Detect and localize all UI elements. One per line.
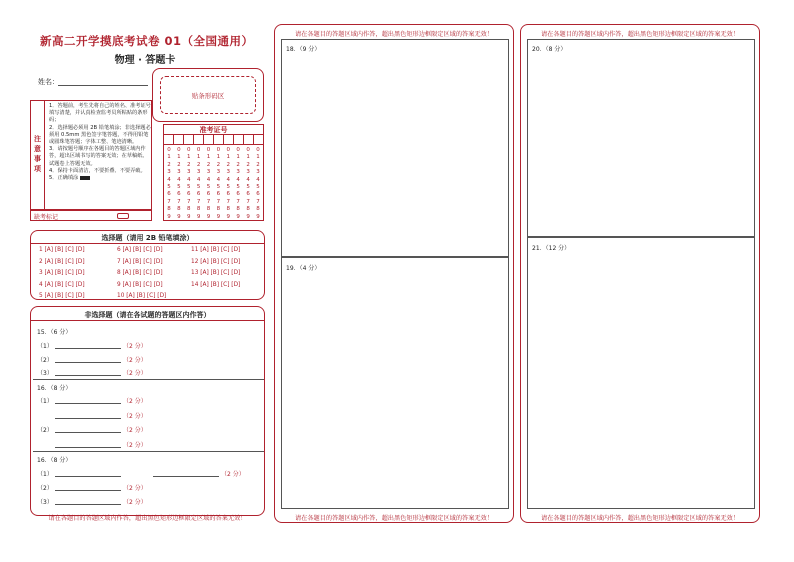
choice-item[interactable]: 2 [A] [B] [C] [D]	[39, 258, 85, 265]
admission-digit[interactable]: 7	[177, 198, 181, 205]
answer-area-18[interactable]	[281, 39, 509, 257]
admission-digit[interactable]: 5	[196, 184, 201, 191]
points-label: （2 分）	[123, 398, 147, 405]
warning-mid-bottom: 请在各题目的答题区域内作答，超出黑色矩形边框限定区域的答案无效！	[295, 515, 493, 522]
points-label: （2 分）	[221, 471, 245, 478]
admission-write-cells[interactable]	[164, 135, 263, 145]
choice-item[interactable]: 12 [A] [B] [C] [D]	[191, 258, 241, 265]
q20-label: 20．（8 分）	[532, 46, 567, 53]
admission-digit[interactable]: 0	[196, 147, 201, 153]
admission-digit[interactable]: 0	[246, 147, 250, 153]
admission-digit[interactable]: 3	[216, 169, 221, 176]
points-label: （2 分）	[123, 357, 147, 364]
admission-digit-column[interactable]	[197, 147, 201, 221]
admission-digit[interactable]: 9	[246, 213, 250, 220]
admission-digit[interactable]: 3	[177, 169, 181, 176]
admission-digit[interactable]: 6	[167, 191, 171, 198]
admission-digit[interactable]: 8	[246, 206, 250, 213]
admission-digit[interactable]: 9	[226, 213, 231, 220]
admission-digit[interactable]: 1	[206, 154, 211, 161]
choice-item[interactable]: 11 [A] [B] [C] [D]	[191, 247, 241, 253]
admission-digit[interactable]: 8	[167, 206, 171, 213]
admission-digit-columns[interactable]	[164, 147, 263, 221]
q18-label: 18．（9 分）	[286, 46, 321, 53]
admission-digit[interactable]: 2	[196, 161, 201, 168]
q15-label: 15．（6 分）	[37, 329, 72, 336]
admission-digit[interactable]: 1	[196, 154, 201, 161]
admission-digit[interactable]: 3	[236, 169, 240, 176]
part-label: （1）	[37, 398, 53, 405]
answer-line[interactable]	[153, 476, 219, 477]
admission-digit[interactable]: 0	[226, 147, 231, 153]
admission-digit[interactable]: 1	[246, 154, 250, 161]
admission-digit[interactable]: 6	[186, 191, 191, 198]
choice-section	[30, 230, 265, 300]
answer-line[interactable]	[55, 447, 121, 448]
admission-digit[interactable]: 1	[167, 154, 171, 161]
answer-area-19[interactable]	[281, 257, 509, 509]
notes-list	[49, 103, 151, 182]
admission-digit[interactable]: 9	[167, 213, 171, 220]
admission-digit-column[interactable]	[177, 147, 181, 221]
choice-item[interactable]: 7 [A] [B] [C] [D]	[117, 258, 163, 265]
answer-line[interactable]	[55, 476, 121, 477]
choice-title: 选择题（请用 2B 铅笔填涂）	[101, 234, 194, 242]
admission-digit[interactable]: 5	[206, 184, 211, 191]
admission-digit[interactable]: 4	[186, 176, 191, 183]
answer-line[interactable]	[55, 504, 121, 505]
admission-digit[interactable]: 0	[177, 147, 181, 153]
answer-line[interactable]	[55, 490, 121, 491]
admission-digit[interactable]: 8	[256, 206, 260, 213]
choice-item[interactable]: 6 [A] [B] [C] [D]	[117, 247, 163, 253]
admission-digit[interactable]: 5	[177, 184, 181, 191]
choice-item[interactable]	[191, 291, 240, 303]
admission-digit[interactable]: 4	[246, 176, 250, 183]
admission-digit[interactable]: 3	[256, 169, 260, 176]
admission-digit[interactable]: 7	[186, 198, 191, 205]
admission-digit[interactable]: 8	[196, 206, 201, 213]
q17-label: 16．（8 分）	[37, 457, 72, 464]
middle-panel	[274, 24, 514, 523]
admission-digit[interactable]: 0	[167, 147, 171, 153]
admission-digit[interactable]: 8	[236, 206, 240, 213]
admission-digit[interactable]: 2	[186, 161, 191, 168]
admission-digit[interactable]: 3	[196, 169, 201, 176]
missing-mark-box[interactable]	[117, 213, 129, 219]
part-label: （2）	[37, 427, 53, 434]
admission-digit-column[interactable]	[246, 147, 250, 221]
admission-digit[interactable]: 2	[206, 161, 211, 168]
admission-digit-column[interactable]	[187, 147, 191, 221]
admission-digit[interactable]: 5	[246, 184, 250, 191]
admission-digit-column[interactable]	[236, 147, 240, 221]
admission-digit[interactable]: 2	[236, 161, 240, 168]
admission-digit[interactable]: 7	[167, 198, 171, 205]
note-item: 4．保持卡面清洁，不要折叠、不要弄破。	[49, 167, 146, 174]
admission-digit[interactable]: 4	[206, 176, 211, 183]
part-label: （3）	[37, 499, 53, 506]
admission-digit[interactable]: 7	[256, 198, 260, 205]
admission-digit[interactable]: 3	[186, 169, 191, 176]
filled-mark-icon	[80, 176, 90, 180]
answer-line[interactable]	[55, 403, 121, 404]
notes-box	[30, 100, 152, 210]
admission-digit[interactable]: 5	[216, 184, 221, 191]
warning-left: 请在各题目的答题区域内作答，超出黑色矩形边框限定区域的答案无效！	[48, 515, 247, 522]
admission-digit[interactable]: 8	[226, 206, 231, 213]
choice-col-3[interactable]	[191, 245, 240, 303]
part-label: （1）	[37, 343, 53, 350]
admission-digit[interactable]: 6	[226, 191, 231, 198]
points-label: （2 分）	[123, 499, 147, 506]
admission-digit[interactable]: 5	[167, 184, 171, 191]
admission-digit[interactable]: 5	[256, 184, 260, 191]
admission-digit[interactable]: 2	[177, 161, 181, 168]
admission-digit[interactable]: 7	[226, 198, 231, 205]
admission-digit[interactable]: 6	[236, 191, 240, 198]
admission-digit[interactable]: 1	[236, 154, 240, 161]
admission-digit-column[interactable]	[167, 147, 171, 221]
admission-digit[interactable]: 1	[216, 154, 221, 161]
admission-digit[interactable]: 3	[226, 169, 231, 176]
admission-digit-column[interactable]	[217, 147, 221, 221]
admission-digit[interactable]: 6	[177, 191, 181, 198]
admission-digit[interactable]: 4	[196, 176, 201, 183]
admission-digit[interactable]: 4	[236, 176, 240, 183]
admission-digit[interactable]: 8	[206, 206, 211, 213]
admission-digit[interactable]: 6	[216, 191, 221, 198]
admission-digit[interactable]: 5	[186, 184, 191, 191]
barcode-area: 贴条形码区	[160, 76, 256, 114]
admission-digit[interactable]: 8	[186, 206, 191, 213]
admission-digit-column[interactable]	[207, 147, 211, 221]
admission-digit[interactable]: 7	[206, 198, 211, 205]
right-panel	[520, 24, 760, 523]
answer-line[interactable]	[55, 348, 121, 349]
admission-digit[interactable]: 9	[216, 213, 221, 220]
choice-item[interactable]: 4 [A] [B] [C] [D]	[39, 281, 85, 288]
answer-area-21[interactable]	[527, 237, 755, 509]
choice-col-1[interactable]	[39, 245, 85, 303]
admission-digit[interactable]: 8	[216, 206, 221, 213]
choice-item[interactable]: 13 [A] [B] [C] [D]	[191, 270, 241, 276]
missing-mark-label: 缺考标记	[34, 214, 59, 221]
points-label: （2 分）	[123, 343, 147, 350]
admission-digit[interactable]: 2	[216, 161, 221, 168]
choice-item[interactable]: 14 [A] [B] [C] [D]	[191, 281, 241, 288]
name-label: 姓名：	[38, 78, 59, 86]
admission-digit[interactable]: 9	[206, 213, 211, 220]
answer-line[interactable]	[55, 418, 121, 419]
admission-digit-column[interactable]	[227, 147, 231, 221]
admission-digit[interactable]: 3	[167, 169, 171, 176]
admission-digit[interactable]: 8	[177, 206, 181, 213]
admission-digit[interactable]: 7	[246, 198, 250, 205]
q16-label: 16．（8 分）	[37, 385, 72, 392]
choice-item[interactable]: 8 [A] [B] [C] [D]	[117, 270, 163, 276]
q19-label: 19．（4 分）	[286, 265, 321, 272]
warning-right-bottom: 请在各题目的答题区域内作答，超出黑色矩形边框限定区域的答案无效！	[541, 515, 739, 522]
note-item: 2．选择题必须用 2B 铅笔填涂；非选择题必须用 0.5mm 黑色签字笔答题，不得用铅笔或圆珠笔答题；字体工整、笔迹清晰。	[49, 124, 151, 146]
admission-digit[interactable]: 4	[167, 176, 171, 183]
missing-mark-row	[30, 210, 152, 221]
answer-line[interactable]	[55, 432, 121, 433]
choice-item[interactable]: 1 [A] [B] [C] [D]	[39, 247, 85, 253]
admission-digit[interactable]: 0	[236, 147, 240, 153]
admission-digit[interactable]: 0	[216, 147, 221, 153]
choice-item[interactable]: 9 [A] [B] [C] [D]	[117, 281, 163, 288]
points-label: （2 分）	[123, 413, 147, 420]
admission-digit[interactable]: 9	[186, 213, 191, 220]
warning-right-top: 请在各题目的答题区域内作答，超出黑色矩形边框限定区域的答案无效！	[541, 31, 739, 38]
notes-side-label: 注意事项	[31, 101, 45, 209]
admission-digit[interactable]: 2	[226, 161, 231, 168]
admission-digit[interactable]: 2	[256, 161, 260, 168]
admission-number-grid	[163, 124, 264, 221]
admission-digit[interactable]: 2	[167, 161, 171, 168]
page-title: 新高二开学摸底考试卷 01（全国通用）	[40, 34, 254, 48]
admission-digit[interactable]: 1	[226, 154, 231, 161]
part-label: （3）	[37, 370, 53, 377]
note-item: 5．正确填涂	[49, 175, 151, 182]
admission-digit[interactable]: 1	[186, 154, 191, 161]
choice-item[interactable]: 10 [A] [B] [C] [D]	[117, 293, 167, 299]
note-item: 3．请按题号顺序在各题目的答题区域内作答，超出区域书写的答案无效；在草稿纸、试题卷上答题无效。	[49, 146, 148, 167]
warning-mid-top: 请在各题目的答题区域内作答，超出黑色矩形边框限定区域的答案无效！	[295, 31, 493, 38]
admission-digit[interactable]: 7	[236, 198, 240, 205]
admission-digit[interactable]: 2	[246, 161, 250, 168]
admission-digit[interactable]: 7	[216, 198, 221, 205]
admission-digit[interactable]: 9	[256, 213, 260, 220]
admission-digit[interactable]: 4	[216, 176, 221, 183]
points-label: （2 分）	[123, 485, 147, 492]
part-label: （2）	[37, 485, 53, 492]
admission-digit[interactable]: 9	[196, 213, 201, 220]
admission-digit[interactable]: 6	[206, 191, 211, 198]
admission-digit[interactable]: 0	[186, 147, 191, 153]
q21-label: 21．（12 分）	[532, 245, 571, 252]
page-subtitle: 物理 · 答题卡	[114, 55, 176, 66]
admission-digit[interactable]: 0	[206, 147, 211, 153]
choice-item[interactable]: 3 [A] [B] [C] [D]	[39, 270, 85, 276]
admission-digit[interactable]: 7	[196, 198, 201, 205]
answer-line[interactable]	[55, 362, 121, 363]
admission-title: 准考证号	[164, 126, 263, 135]
admission-digit[interactable]: 6	[256, 191, 260, 198]
part-label: （2）	[37, 357, 53, 364]
admission-digit[interactable]: 5	[226, 184, 231, 191]
admission-digit[interactable]: 4	[177, 176, 181, 183]
nonchoice-title: 非选择题（请在各试题的答题区内作答）	[84, 311, 211, 319]
admission-digit[interactable]: 1	[177, 154, 181, 161]
admission-digit[interactable]: 1	[256, 154, 260, 161]
nonchoice-section	[30, 306, 265, 516]
choice-col-2[interactable]	[117, 245, 166, 303]
answer-area-20[interactable]	[527, 39, 755, 237]
admission-digit[interactable]: 4	[226, 176, 231, 183]
admission-digit[interactable]: 0	[256, 147, 260, 153]
admission-digit[interactable]: 4	[256, 176, 260, 183]
admission-digit[interactable]: 6	[196, 191, 201, 198]
note-item: 1．答题前，考生先将自己的姓名、准考证号填写清楚，并认真检查监考员所粘贴的条形码；	[49, 103, 151, 124]
points-label: （2 分）	[123, 427, 147, 434]
admission-digit[interactable]: 6	[246, 191, 250, 198]
points-label: （2 分）	[123, 442, 147, 449]
answer-line[interactable]	[55, 375, 121, 376]
admission-digit[interactable]: 3	[206, 169, 211, 176]
choice-item[interactable]: 5 [A] [B] [C] [D]	[39, 293, 85, 299]
points-label: （2 分）	[123, 370, 147, 377]
admission-digit[interactable]: 9	[177, 213, 181, 220]
name-field[interactable]	[58, 85, 148, 86]
admission-digit[interactable]: 3	[246, 169, 250, 176]
admission-digit[interactable]: 9	[236, 213, 240, 220]
admission-digit-column[interactable]	[256, 147, 260, 221]
part-label: （1）	[37, 471, 53, 478]
admission-digit[interactable]: 5	[236, 184, 240, 191]
